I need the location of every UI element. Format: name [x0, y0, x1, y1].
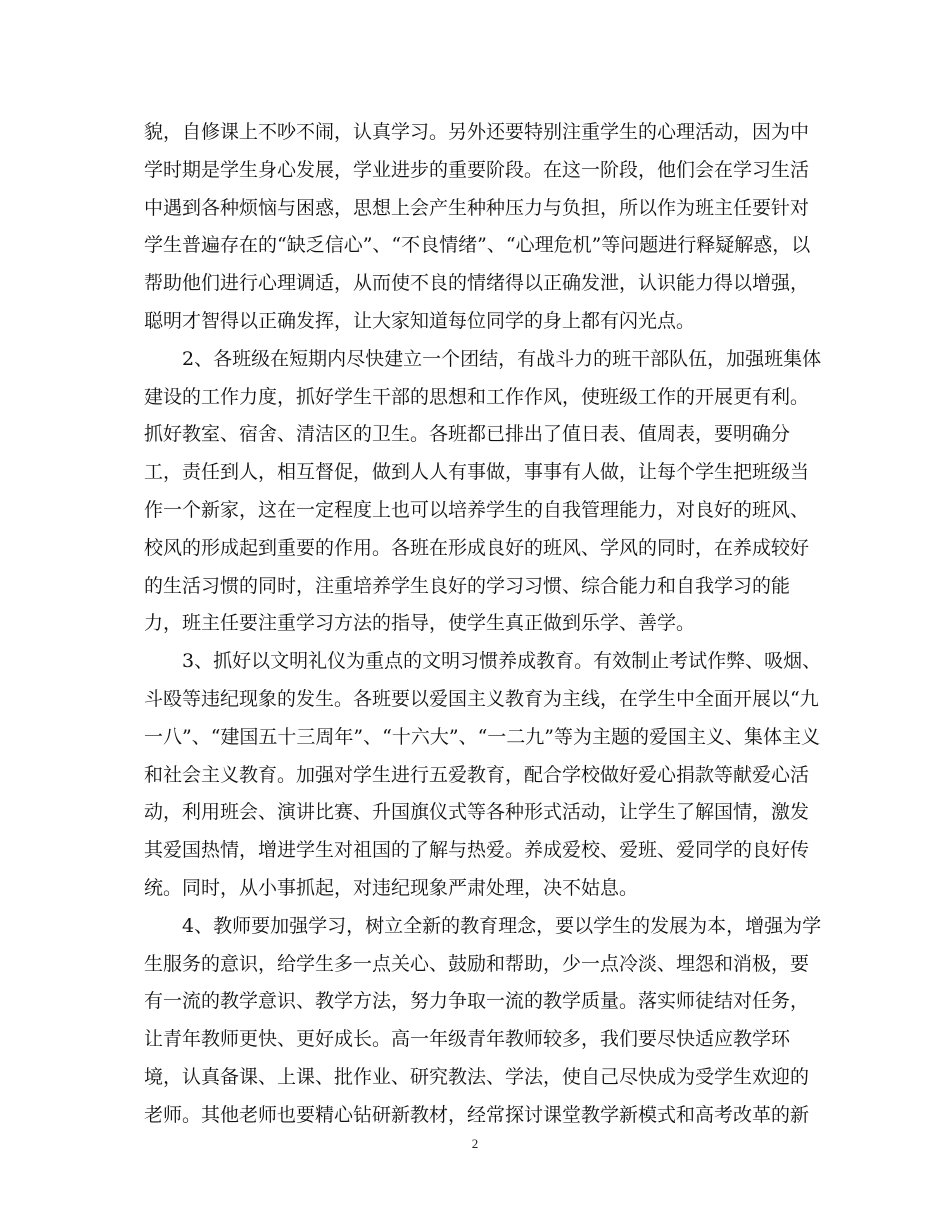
- text-line: 统。同时，从小事抓起，对违纪现象严肃处理，决不姑息。: [144, 876, 639, 899]
- text-line: 老师。其他老师也要精心钻研新教材，经常探讨课堂教学新模式和高考改革的新: [144, 1103, 810, 1126]
- text-line: 力，班主任要注重学习方法的指导，使学生真正做到乐学、善学。: [144, 612, 696, 635]
- text-line: 境，认真备课、上课、批作业、研究教法、学法，使自己尽快成为受学生欢迎的: [144, 1065, 810, 1088]
- body-text: [144, 114, 822, 1135]
- text-line: 生服务的意识，给学生多一点关心、鼓励和帮助，少一点冷淡、埋怨和消极，要: [144, 952, 810, 975]
- text-line: 抓好教室、宿舍、清洁区的卫生。各班都已排出了值日表、值周表，要明确分: [144, 423, 791, 446]
- text-line: 2、各班级在短期内尽快建立一个团结，有战斗力的班干部队伍，加强班集体: [182, 347, 822, 370]
- page-number: 2: [471, 1136, 479, 1151]
- text-line: 斗殴等违纪现象的发生。各班要以爱国主义教育为主线，在学生中全面开展以“九: [144, 687, 819, 710]
- text-line: 中遇到各种烦恼与困惑，思想上会产生种种压力与负担，所以作为班主任要针对: [144, 196, 810, 219]
- text-line: 作一个新家，这在一定程度上也可以培养学生的自我管理能力，对良好的班风、: [144, 498, 810, 521]
- text-line: 建设的工作力度，抓好学生干部的思想和工作作风，使班级工作的开展更有利。: [144, 385, 810, 408]
- text-line: 帮助他们进行心理调适，从而使不良的情绪得以正确发泄，认识能力得以增强，: [144, 272, 810, 295]
- text-line: 貌，自修课上不吵不闹，认真学习。另外还要特别注重学生的心理活动，因为中: [144, 121, 810, 143]
- text-line: 的生活习惯的同时，注重培养学生良好的学习习惯、综合能力和自我学习的能: [144, 574, 791, 597]
- text-line: 一八”、“建国五十三周年”、“十六大”、“一二九”等为主题的爱国主义、集体主义: [144, 725, 820, 748]
- text-line: 学时期是学生身心发展，学业进步的重要阶段。在这一阶段，他们会在学习生活: [144, 158, 810, 181]
- text-line: 动，利用班会、演讲比赛、升国旗仪式等各种形式活动，让学生了解国情，激发: [144, 801, 810, 824]
- text-line: 和社会主义教育。加强对学生进行五爱教育，配合学校做好爱心捐款等献爱心活: [144, 763, 810, 786]
- text-line: 聪明才智得以正确发挥，让大家知道每位同学的身上都有闪光点。: [144, 309, 696, 332]
- text-line: 4、教师要加强学习，树立全新的教育理念，要以学生的发展为本，增强为学: [182, 914, 822, 937]
- text-line: 工，责任到人，相互督促，做到人人有事做，事事有人做，让每个学生把班级当: [144, 461, 810, 484]
- text-line: 3、抓好以文明礼仪为重点的文明习惯养成教育。有效制止考试作弊、吸烟、: [182, 650, 822, 673]
- text-line: 其爱国热情，增进学生对祖国的了解与热爱。养成爱校、爱班、爱同学的良好传: [144, 839, 810, 862]
- text-line: 学生普遍存在的“缺乏信心”、“不良情绪”、“心理危机”等问题进行释疑解惑，以: [144, 234, 811, 257]
- text-line: 让青年教师更快、更好成长。高一年级青年教师较多，我们要尽快适应教学环: [144, 1028, 791, 1051]
- text-line: 校风的形成起到重要的作用。各班在形成良好的班风、学风的同时，在养成较好: [144, 536, 810, 559]
- text-line: 有一流的教学意识、教学方法，努力争取一流的教学质量。落实师徒结对任务，: [144, 990, 810, 1013]
